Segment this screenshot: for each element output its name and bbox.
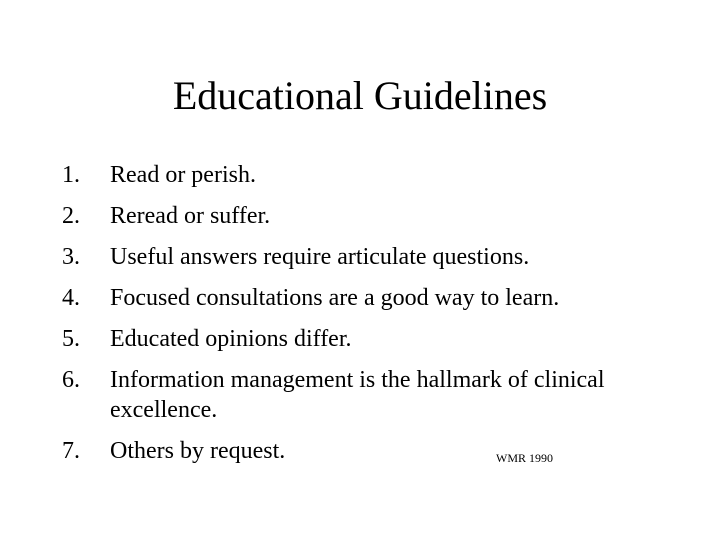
guidelines-list (62, 160, 662, 477)
list-item (62, 436, 662, 466)
item-text: Read or perish. (110, 162, 256, 188)
item-number: 3. (62, 244, 80, 270)
list-item (62, 365, 662, 425)
list-item (62, 201, 662, 231)
item-text: Focused consultations are a good way to learn. (110, 285, 560, 311)
item-number: 2. (62, 203, 80, 229)
author-credit: WMR 1990 (496, 451, 553, 465)
item-text: Useful answers require articulate questions. (110, 244, 530, 270)
item-text: Educated opinions differ. (110, 326, 352, 352)
list-item (62, 283, 662, 313)
item-number: 5. (62, 326, 80, 352)
item-number: 7. (62, 438, 80, 464)
item-number: 6. (62, 367, 80, 393)
list-item (62, 324, 662, 354)
item-number: 1. (62, 162, 80, 188)
list-item (62, 160, 662, 190)
item-text: Reread or suffer. (110, 203, 271, 229)
list-item (62, 242, 662, 272)
item-text: Information management is the hallmark of clinical excellence. (110, 367, 605, 423)
item-text: Others by request. (110, 438, 286, 464)
item-number: 4. (62, 285, 80, 311)
slide-title: Educational Guidelines (172, 73, 548, 118)
